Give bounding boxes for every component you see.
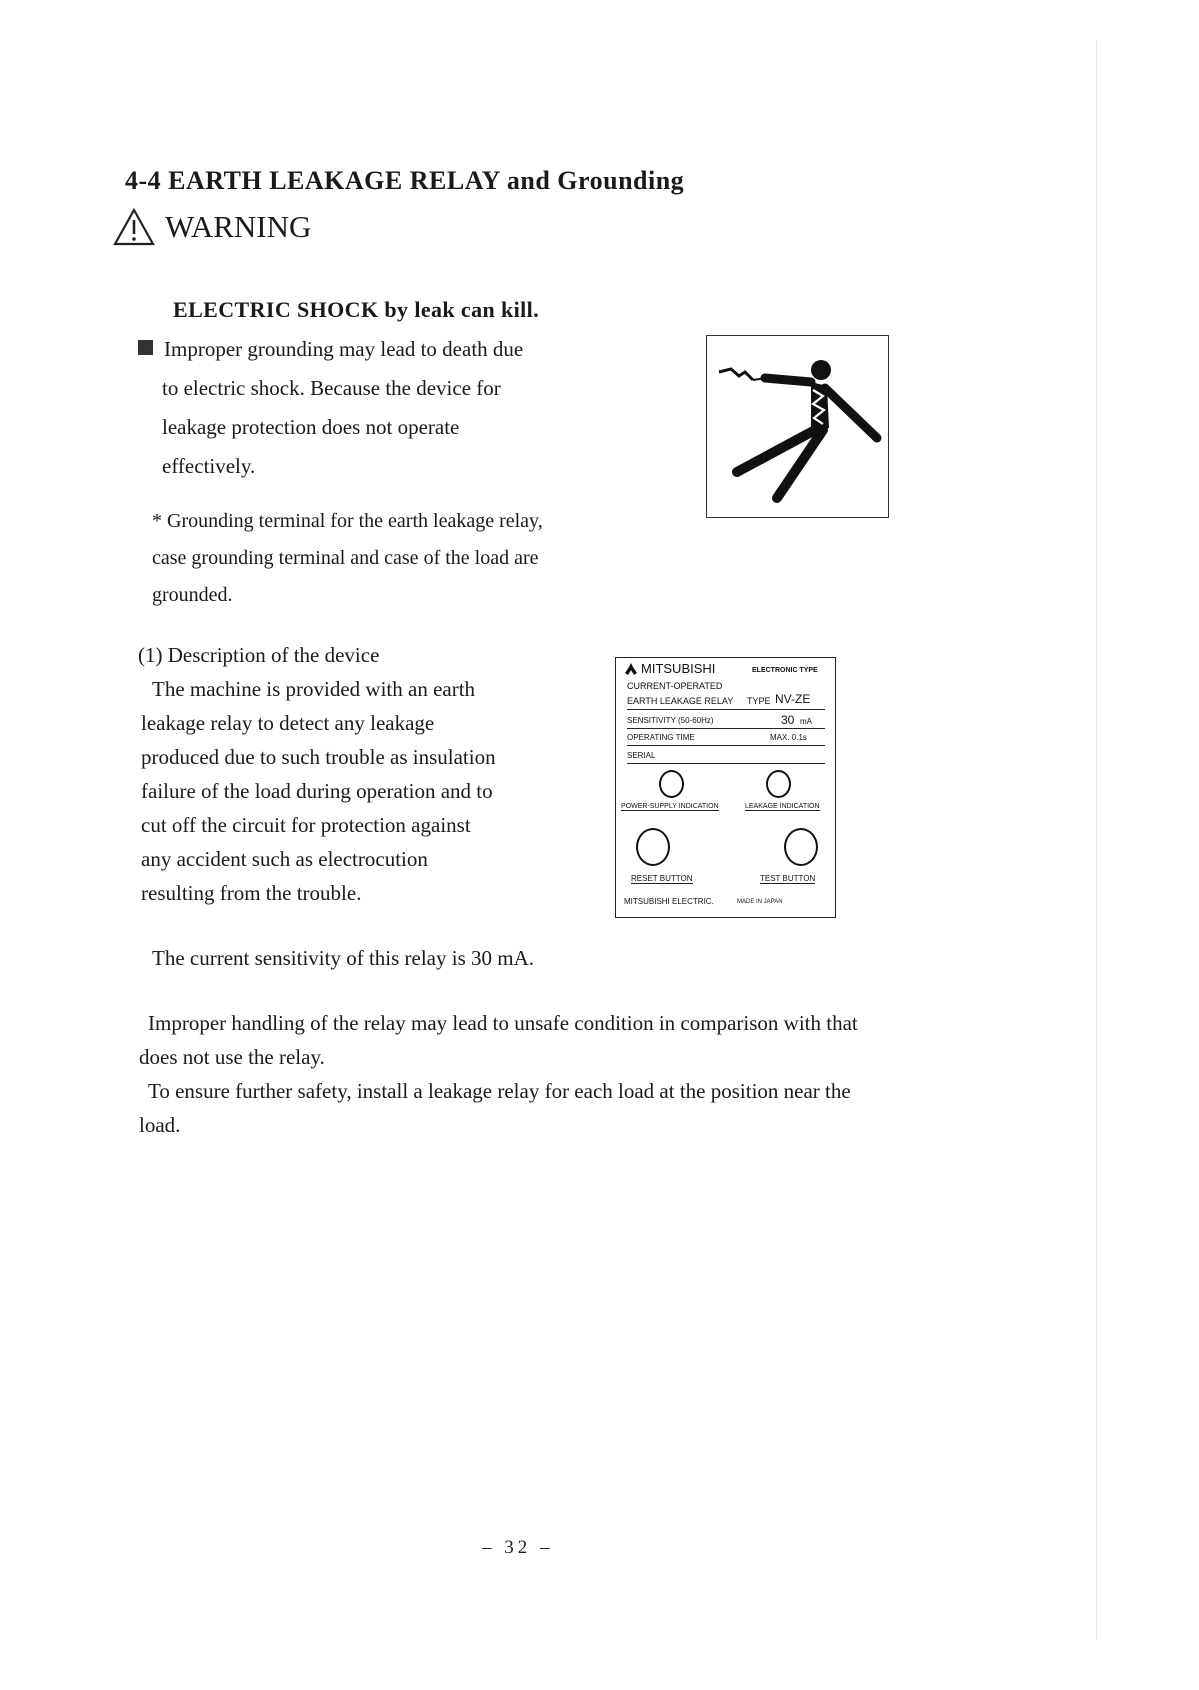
scan-edge-line [1096,40,1097,1640]
handling-line: does not use the relay. [139,1045,325,1069]
handling-line: Improper handling of the relay may lead to unsafe condition in comparison with that [148,1011,858,1035]
description-line: leakage relay to detect any leakage [141,711,435,735]
description-line: failure of the load during operation and to [141,779,493,803]
plate-relay-name: EARTH LEAKAGE RELAY [627,696,734,706]
sensitivity-statement: The current sensitivity of this relay is 30 mA. [152,946,535,970]
plate-operating-row [627,731,825,746]
description-body [141,672,601,910]
plate-sensitivity-value: 30 [781,713,795,727]
plate-relay-row [627,692,825,710]
plate-maker: MITSUBISHI ELECTRIC. [624,897,714,906]
plate-made-in: MADE IN JAPAN [737,899,783,905]
description-line: any accident such as electrocution [141,847,428,871]
plate-serial-row [627,749,825,764]
safety-line: load. [139,1113,181,1137]
plate-sensitivity-unit: mA [800,717,812,726]
test-button[interactable] [784,828,818,866]
plate-type-label: TYPE [747,696,771,706]
plate-power-indication: POWER-SUPPLY INDICATION [621,803,719,810]
plate-operating-label: OPERATING TIME [627,733,695,742]
plate-electronic-type: ELECTRONIC TYPE [752,667,818,674]
bullet-line: effectively. [162,454,256,478]
plate-operating-value: MAX. 0.1s [770,733,807,742]
plate-sensitivity-label: SENSITIVITY (50-60Hz) [627,716,714,725]
section-heading: 4-4 EARTH LEAKAGE RELAY and Grounding [125,166,685,195]
safety-line: To ensure further safety, install a leakage relay for each load at the position near the [148,1079,851,1103]
plate-current-operated: CURRENT-OPERATED [627,681,723,691]
page-number: – 32 – [482,1537,554,1558]
description-line: resulting from the trouble. [141,881,362,905]
leakage-indicator [766,770,791,798]
electric-shock-title: ELECTRIC SHOCK by leak can kill. [173,297,540,322]
warning-bullet [138,330,658,486]
power-supply-indicator [659,770,684,798]
description-line: cut off the circuit for protection against [141,813,471,837]
handling-paragraph [139,1006,939,1142]
warning-title: WARNING [165,209,312,244]
bullet-line: Improper grounding may lead to death due [138,330,658,369]
bullet-line: to electric shock. Because the device for [162,376,501,400]
grounding-note [152,503,622,614]
bullet-line: leakage protection does not operate [162,415,460,439]
description-line: The machine is provided with an earth [152,677,476,701]
plate-brand: MITSUBISHI [641,661,716,676]
description-line: produced due to such trouble as insulation [141,745,496,769]
description-heading: (1) Description of the device [138,643,380,667]
reset-button[interactable] [636,828,670,866]
warning-row [113,208,311,246]
electric-shock-pictogram [706,335,889,518]
note-line: grounded. [152,584,233,606]
plate-sensitivity-row [627,713,825,729]
plate-leakage-indication: LEAKAGE INDICATION [745,803,820,810]
plate-type-value: NV-ZE [775,692,811,706]
warning-triangle-icon [113,208,155,246]
note-line: * Grounding terminal for the earth leakage relay, [152,510,543,532]
relay-nameplate [615,657,836,918]
plate-reset-label: RESET BUTTON [631,874,693,883]
electric-shock-icon [707,336,888,517]
mitsubishi-logo-icon [624,663,638,675]
plate-serial-label: SERIAL [627,751,656,760]
plate-test-label: TEST BUTTON [760,874,816,883]
note-line: case grounding terminal and case of the load are [152,547,539,569]
bullet-square-icon [138,340,153,355]
